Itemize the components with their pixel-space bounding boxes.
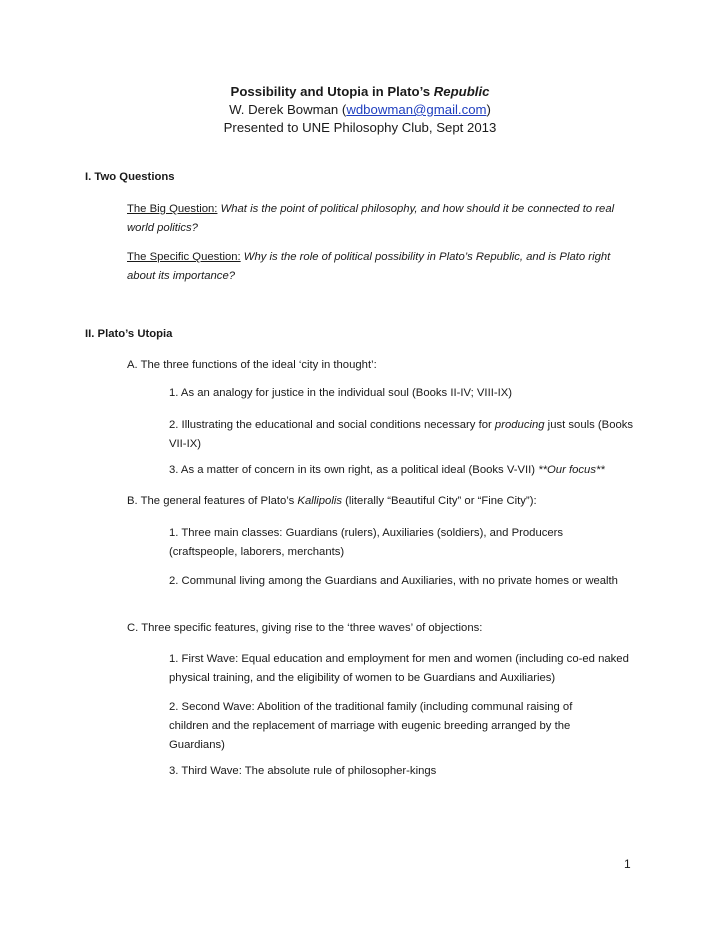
author-line: W. Derek Bowman (wdbowman@gmail.com)	[229, 102, 491, 117]
list-item-a3: 3. As a matter of concern in its own right, as a political ideal (Books V-VII) **Our focus**	[169, 464, 605, 476]
author-email-link[interactable]: wdbowman@gmail.com	[346, 102, 487, 117]
page-number: 1	[624, 857, 631, 871]
list-item-a2: 2. Illustrating the educational and social conditions necessary for producing just souls (Books VII-IX)	[169, 419, 634, 450]
list-item-b2: 2. Communal living among the Guardians and Auxiliaries, with no private homes or wealth	[169, 575, 618, 587]
list-item-a1: 1. As an analogy for justice in the individual soul (Books II-IV; VIII-IX)	[169, 387, 513, 399]
list-item-c1: 1. First Wave: Equal education and employment for men and women (including co-ed naked physical training, and the eligibility of women to be Guardians and Auxiliaries)	[169, 653, 629, 684]
subsection-b-heading: B. The general features of Plato’s Kallipolis (literally “Beautiful City” or “Fine City”):	[127, 495, 537, 507]
specific-question: The Specific Question: Why is the role of political possibility in Plato’s Republic, and is Plato right about its importance?	[127, 251, 611, 282]
section-heading-platos-utopia: II. Plato’s Utopia	[85, 328, 173, 340]
our-focus-note: **Our focus**	[538, 464, 605, 476]
specific-question-label: The Specific Question:	[127, 251, 241, 263]
big-question-label: The Big Question:	[127, 203, 218, 215]
section-heading-two-questions: I. Two Questions	[85, 171, 175, 183]
document-title: Possibility and Utopia in Plato’s Republic	[230, 84, 490, 99]
subsection-c-heading: C. Three specific features, giving rise to the ‘three waves’ of objections:	[127, 622, 483, 634]
list-item-c3: 3. Third Wave: The absolute rule of philosopher-kings	[169, 765, 437, 777]
presentation-line: Presented to UNE Philosophy Club, Sept 2013	[223, 120, 497, 135]
title-republic: Republic	[433, 84, 490, 99]
big-question: The Big Question: What is the point of political philosophy, and how should it be connected to real world politics?	[127, 203, 615, 234]
subsection-a-heading: A. The three functions of the ideal ‘city in thought’:	[127, 359, 377, 371]
list-item-c2: 2. Second Wave: Abolition of the traditional family (including communal raising of children and the replacement of marriage with eugenic breeding arranged by the Guardians)	[169, 701, 573, 751]
list-item-b1: 1. Three main classes: Guardians (rulers), Auxiliaries (soldiers), and Producers (craftspeople, laborers, merchants)	[169, 527, 564, 558]
